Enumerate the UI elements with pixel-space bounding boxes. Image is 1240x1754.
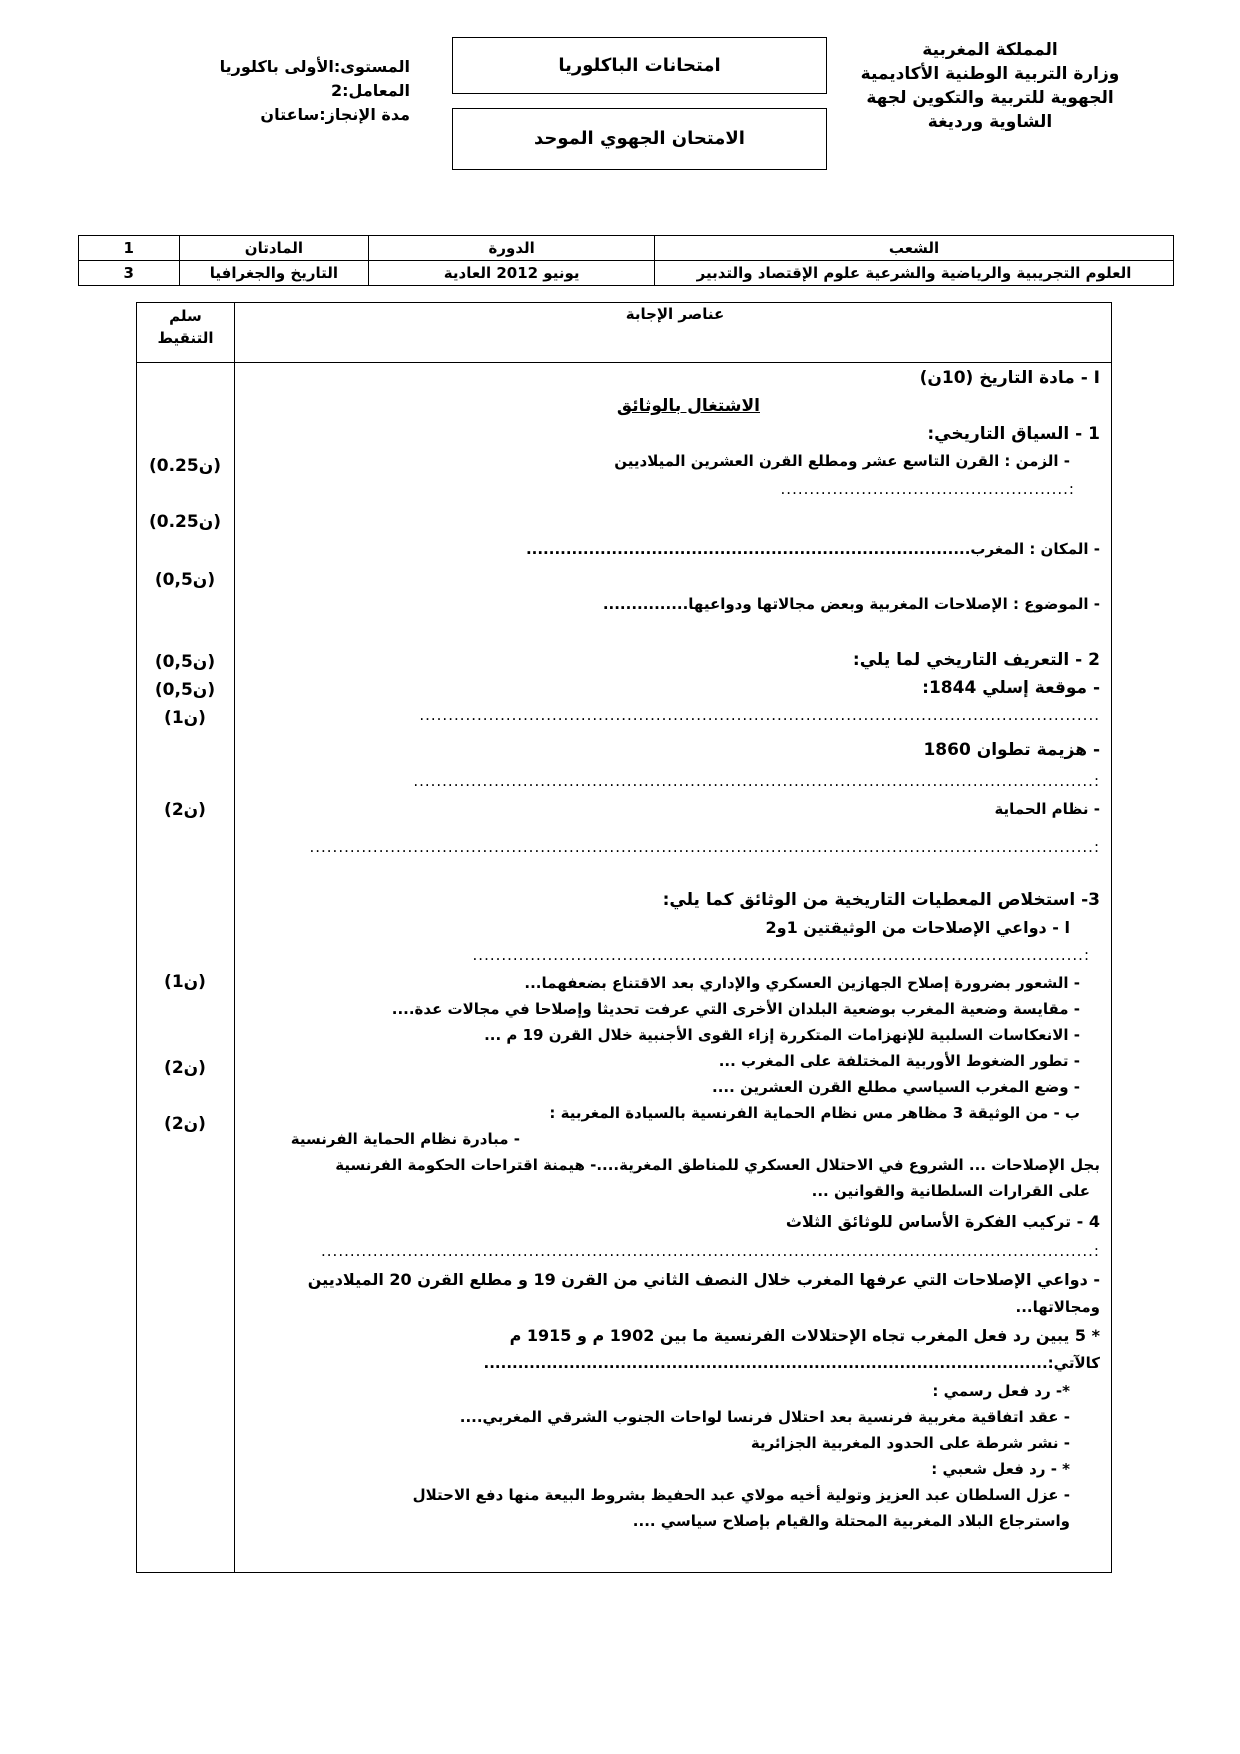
- answer-line: كالآتي:...................................................................................................: [483, 1354, 1100, 1372]
- answer-line: :........................................................................................................................................: [309, 838, 1100, 856]
- question-heading: * 5 يبين رد فعل المغرب تجاه الإحتلالات الفرنسية ما بين 1902 م و 1915 م: [509, 1326, 1100, 1345]
- answer-line: - الشعور بضرورة إصلاح الجهازين العسكري والإداري بعد الاقتناع بضعفهما...: [524, 974, 1080, 992]
- answer-line: :..........................................................................................................: [472, 946, 1090, 964]
- exam-subtitle: الامتحان الجهوي الموحد: [534, 128, 745, 149]
- column-divider: [234, 302, 235, 1572]
- info-table-value-row: [79, 261, 1174, 286]
- answer-line: - الموضوع : الإصلاحات المغربية وبعض مجالاتها ودواعيها...............: [602, 595, 1100, 613]
- section-title: I - مادة التاريخ (10ن): [919, 368, 1100, 388]
- answer-line: - نظام الحماية: [994, 800, 1100, 818]
- answer-line: ......................................................................................................................: [419, 706, 1100, 724]
- scores-header-line: سلم: [169, 307, 202, 325]
- info-header-cell: الدورة: [369, 236, 655, 261]
- info-value-cell: العلوم التجريبية والرياضية والشرعية علوم الإقتصاد والتدبير: [655, 261, 1174, 286]
- subsection-title: الاشتغال بالوثائق: [616, 396, 760, 416]
- answer-line: :..................................................: [780, 480, 1075, 498]
- answer-line: - مبادرة نظام الحماية الفرنسية: [290, 1130, 520, 1148]
- answer-line: - عقد اتفاقية مغربية فرنسية بعد احتلال فرنسا لواحات الجنوب الشرقي المغربي....: [459, 1408, 1070, 1426]
- coefficient-line: المعامل:2: [331, 81, 410, 100]
- answer-line: - الانعكاسات السلبية للإنهزامات المتكررة إزاء القوى الأجنبية خلال القرن 19 م ...: [484, 1026, 1080, 1044]
- duration-line: مدة الإنجاز:ساعتان: [260, 105, 410, 124]
- ministry-line: وزارة التربية الوطنية الأكاديمية: [860, 64, 1120, 84]
- exam-subtitle-box: [452, 108, 827, 170]
- answer-line: - نشر شرطة على الحدود المغربية الجزائرية: [750, 1434, 1070, 1452]
- info-value-cell: يونيو 2012 العادية: [369, 261, 655, 286]
- question-heading: 2 - التعريف التاريخي لما يلي:: [852, 650, 1100, 670]
- ministry-line: الجهوية للتربية والتكوين لجهة: [866, 88, 1114, 108]
- answer-line: ا - دواعي الإصلاحات من الوثيقتين 1و2: [765, 918, 1070, 937]
- info-header-cell: المادتان: [179, 236, 369, 261]
- answer-line: - هزيمة تطوان 1860: [923, 740, 1100, 760]
- info-table: [78, 235, 1174, 286]
- info-value-cell: 3: [79, 261, 180, 286]
- score: (0,5ن): [154, 652, 216, 672]
- score: (1ن): [164, 972, 206, 992]
- score: (2ن): [164, 1114, 206, 1134]
- answer-line: ب - من الوثيقة 3 مظاهر مس نظام الحماية الفرنسية بالسيادة المغربية :: [549, 1104, 1080, 1122]
- answer-line: :......................................................................................................................................: [321, 1242, 1100, 1260]
- answer-line: - تطور الضغوط الأوربية المختلفة على المغرب ...: [718, 1052, 1080, 1070]
- answer-line: على القرارات السلطانية والقوانين ...: [811, 1182, 1090, 1200]
- answer-line: - موقعة إسلي 1844:: [922, 678, 1100, 698]
- scores-column-header: [138, 305, 233, 349]
- score: (0.25ن): [148, 512, 221, 532]
- score: (0.25ن): [148, 456, 221, 476]
- score: (2ن): [164, 1058, 206, 1078]
- answer-line: ومجالاتها...: [1015, 1298, 1100, 1316]
- answer-line: *- رد فعل رسمي :: [932, 1382, 1070, 1400]
- score: (0,5ن): [154, 570, 216, 590]
- scores-header-line: التنقيط: [157, 329, 214, 347]
- ministry-header: [810, 38, 1170, 134]
- ministry-line: المملكة المغربية: [922, 40, 1058, 60]
- question-heading: 3- استخلاص المعطيات التاريخية من الوثائق كما يلي:: [662, 890, 1100, 910]
- answer-line: - عزل السلطان عبد العزيز وتولية أخيه مولاي عبد الحفيظ بشروط البيعة منها دفع الاحتلال: [412, 1486, 1070, 1504]
- ministry-line: الشاوية ورديغة: [927, 112, 1053, 132]
- question-heading: 1 - السياق التاريخي:: [927, 424, 1100, 444]
- exam-title: امتحانات الباكلوريا: [558, 55, 721, 76]
- level-line: المستوى:الأولى باكلوريا: [219, 57, 410, 76]
- answer-line: - المكان : المغرب..............................................................................: [525, 540, 1100, 558]
- answer-line: - دواعي الإصلاحات التي عرفها المغرب خلال النصف الثاني من القرن 19 و مطلع القرن 20 الميلاديين: [307, 1270, 1100, 1289]
- answer-line: - وضع المغرب السياسي مطلع القرن العشرين ....: [712, 1078, 1080, 1096]
- answer-line: - مقايسة وضعية المغرب بوضعية البلدان الأخرى التي عرفت تحديثا وإصلاحا في مجالات عدة....: [391, 1000, 1080, 1018]
- info-header-cell: 1: [79, 236, 180, 261]
- answer-line: :......................................................................................................................: [413, 772, 1100, 790]
- level-info: [200, 55, 410, 127]
- answer-line: - الزمن : القرن التاسع عشر ومطلع القرن العشرين الميلاديين: [614, 452, 1070, 470]
- exam-title-box: [452, 37, 827, 94]
- answer-line: * - رد فعل شعبي :: [931, 1460, 1070, 1478]
- question-heading: 4 - تركيب الفكرة الأساس للوثائق الثلاث: [785, 1212, 1100, 1231]
- score: (2ن): [164, 800, 206, 820]
- score: (1ن): [164, 708, 206, 728]
- answers-column-header: عناصر الإجابة: [625, 305, 725, 323]
- info-table-header-row: [79, 236, 1174, 261]
- info-header-cell: الشعب: [655, 236, 1174, 261]
- score: (0,5ن): [154, 680, 216, 700]
- header-divider: [136, 362, 1111, 363]
- info-value-cell: التاريخ والجغرافيا: [179, 261, 369, 286]
- answer-line: بجل الإصلاحات ... الشروع في الاحتلال العسكري للمناطق المغرية....- هيمنة اقتراحات الحكومة الفرنسية: [335, 1156, 1100, 1174]
- answer-line: واسترجاع البلاد المغربية المحتلة والقيام بإصلاح سياسي ....: [632, 1512, 1070, 1530]
